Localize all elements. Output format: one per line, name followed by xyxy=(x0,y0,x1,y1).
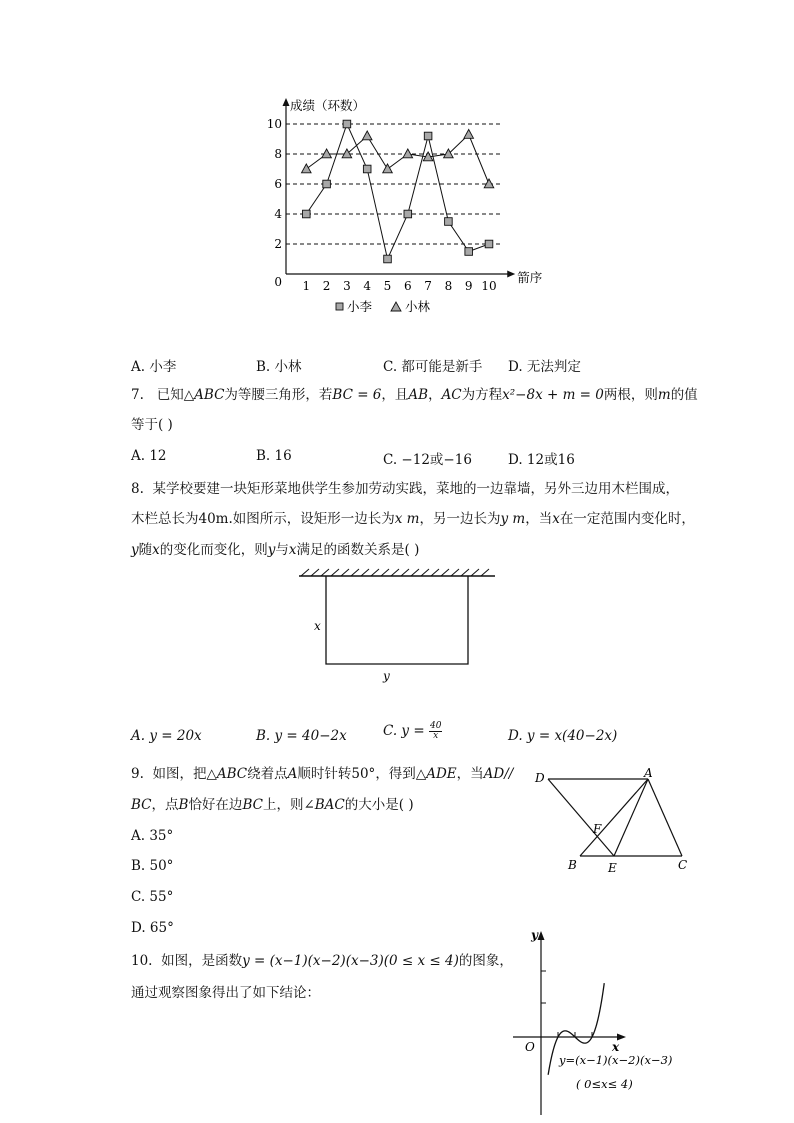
q8-option-d[interactable] xyxy=(508,728,617,744)
x-tick-label-9: 9 xyxy=(464,279,473,293)
legend-label-xiaoli: 小李 xyxy=(347,299,373,314)
q8-question-line1 xyxy=(131,480,679,498)
q8-var-x: x xyxy=(288,542,297,558)
q8-text: 满足的函数关系是( ) xyxy=(296,542,420,558)
q10-fig-equation: y=(x−1)(x−2)(x−3) xyxy=(559,1053,673,1067)
q9-bc: BC xyxy=(242,797,263,813)
q7-text: ，且 xyxy=(381,387,409,403)
q7-text: 两根，则 xyxy=(603,387,658,403)
point-xiaolin-3 xyxy=(342,149,352,158)
point-xiaoli-7 xyxy=(424,132,432,140)
q9-label-c: C xyxy=(678,858,688,872)
q8-var-y: y m xyxy=(500,511,526,527)
q10-question-line1 xyxy=(131,952,513,970)
q7-question-line2: 等于( ) xyxy=(131,417,173,433)
point-xiaolin-10 xyxy=(484,179,494,188)
q7-option-c[interactable]: C. −12或−16 xyxy=(383,452,472,468)
q8-option-a[interactable] xyxy=(131,728,202,744)
q7-number: 7. xyxy=(131,387,144,403)
point-xiaoli-9 xyxy=(465,248,473,256)
q7-option-b[interactable]: B. 16 xyxy=(256,448,292,464)
y-ticks xyxy=(541,971,546,1003)
q9-bc: BC xyxy=(131,797,152,813)
q8-text: 与 xyxy=(275,542,289,558)
q7-text: ， xyxy=(428,387,442,403)
point-xiaoli-10 xyxy=(485,240,493,248)
q6-line-chart xyxy=(266,92,543,322)
q8-option-b-text: B. y = 40−2x xyxy=(256,728,347,744)
q10-question-line2: 通过观察图象得出了如下结论： xyxy=(131,985,320,1001)
point-xiaolin-2 xyxy=(322,149,332,158)
q9-label-b: B xyxy=(568,858,577,872)
q9-label-a: A xyxy=(644,766,653,780)
x-tick-label-2: 2 xyxy=(322,279,331,293)
series-line-xiaolin xyxy=(306,135,489,185)
x-axis-arrow xyxy=(507,271,515,278)
legend-marker-xiaoli xyxy=(336,303,343,310)
q8-var-y: y xyxy=(267,542,276,558)
segment-ab xyxy=(580,779,648,856)
q6-option-b[interactable]: B. 小林 xyxy=(256,359,302,375)
point-xiaolin-6 xyxy=(403,149,413,158)
q6-option-a[interactable]: A. 小李 xyxy=(131,359,177,375)
q8-option-d-text: D. y = x(40−2x) xyxy=(508,728,618,744)
q10-fig-origin: O xyxy=(525,1040,535,1054)
q8-option-c-text: C. y = xyxy=(383,723,425,739)
segment-ac xyxy=(648,779,682,856)
y-axis-arrow xyxy=(283,98,290,106)
q9-question-line2 xyxy=(131,796,414,814)
q8-fence-figure xyxy=(295,566,500,688)
point-xiaoli-8 xyxy=(445,218,453,226)
q7-text: 为方程 xyxy=(461,387,503,403)
segment-ae xyxy=(614,779,648,856)
point-xiaoli-3 xyxy=(343,120,351,128)
q8-length: 40m xyxy=(198,511,229,527)
q7-text: 为等腰三角形，若 xyxy=(224,387,333,403)
x-tick-label-7: 7 xyxy=(424,279,432,293)
q9-angle: 50° xyxy=(351,766,376,782)
q7-question-line1 xyxy=(131,386,698,404)
point-xiaolin-4 xyxy=(362,131,372,140)
y-axis-title: 成绩（环数） xyxy=(290,98,366,113)
q9-label-e: E xyxy=(608,861,617,875)
q9-text: 上，则 xyxy=(262,797,304,813)
y-tick-label-10: 10 xyxy=(266,117,282,131)
q8-text: 在一定范围内变化时， xyxy=(559,511,695,527)
wall-hatch xyxy=(301,569,489,576)
q6-option-d[interactable]: D. 无法判定 xyxy=(508,359,581,375)
q8-option-b[interactable] xyxy=(256,728,347,744)
q9-text: ，当 xyxy=(456,766,484,782)
q9-text: 恰好在边 xyxy=(188,797,243,813)
q8-text: 木栏总长为 xyxy=(131,511,199,527)
q10-number: 10. xyxy=(131,953,153,969)
q8-text: 随 xyxy=(138,542,153,558)
segment-de xyxy=(548,779,614,856)
q10-text: 的图象， xyxy=(458,953,513,969)
q9-option-b[interactable]: B. 50° xyxy=(131,858,174,874)
q9-point-b: B xyxy=(178,797,189,813)
q8-text: ，另一边长为 xyxy=(419,511,501,527)
x-tick-label-10: 10 xyxy=(481,279,497,293)
q10-function: y = (x−1)(x−2)(x−3)(0 ≤ x ≤ 4) xyxy=(242,953,459,969)
q9-text: 顺时针转 xyxy=(297,766,352,782)
point-xiaolin-9 xyxy=(464,130,474,139)
q9-text: ，得到 xyxy=(375,766,416,782)
point-xiaolin-5 xyxy=(383,164,393,173)
q8-fig-y-label: y xyxy=(383,669,390,683)
q9-question-line1 xyxy=(131,765,513,783)
q9-text: 的大小是( ) xyxy=(344,797,414,813)
q9-ad-parallel: AD// xyxy=(483,766,514,782)
q7-option-a[interactable]: A. 12 xyxy=(131,448,167,464)
q9-text: 绕着点 xyxy=(247,766,288,782)
x-tick-label-6: 6 xyxy=(403,279,412,293)
q8-question-line3 xyxy=(131,541,419,559)
q8-var-x: x m xyxy=(394,511,420,527)
x-tick-label-8: 8 xyxy=(444,279,453,293)
q8-var-x: x xyxy=(152,542,160,558)
q7-ac: AC xyxy=(441,387,462,403)
q7-bc: BC = 6 xyxy=(332,387,382,403)
x-tick-label-1: 1 xyxy=(302,279,311,293)
y-tick-label-2: 2 xyxy=(274,237,282,251)
q8-var-y: y xyxy=(131,542,139,558)
point-xiaoli-2 xyxy=(323,180,331,188)
q6-option-c[interactable]: C. 都可能是新手 xyxy=(383,359,483,375)
y-tick-label-4: 4 xyxy=(274,207,282,221)
q10-fig-x-label: x xyxy=(612,1040,620,1054)
q10-fig-y-label: y xyxy=(531,928,538,942)
q8-frac-denominator: x xyxy=(433,731,439,741)
y-tick-label-6: 6 xyxy=(274,177,282,191)
q9-option-c[interactable]: C. 55° xyxy=(131,889,174,905)
q7-ab: AB xyxy=(408,387,429,403)
q9-option-a[interactable]: A. 35° xyxy=(131,828,174,844)
q8-question-line2 xyxy=(131,510,695,528)
q7-text: 的值 xyxy=(670,387,698,403)
point-xiaolin-1 xyxy=(302,164,312,173)
q7-option-d[interactable]: D. 12或16 xyxy=(508,452,575,468)
q9-text: 如图，把 xyxy=(152,766,207,782)
point-xiaoli-5 xyxy=(384,255,392,263)
q8-number: 8. xyxy=(131,481,144,497)
y-tick-label-8: 8 xyxy=(274,147,282,161)
q8-option-a-text: A. y = 20x xyxy=(131,728,202,744)
legend-label-xiaolin: 小林 xyxy=(405,299,431,314)
x-tick-label-4: 4 xyxy=(363,279,372,293)
q10-text: 如图，是函数 xyxy=(161,953,243,969)
x-tick-label-5: 5 xyxy=(383,279,392,293)
q9-rotation-figure xyxy=(530,765,700,880)
q8-option-c-fraction xyxy=(429,722,442,741)
q9-triangle-abc: △ABC xyxy=(206,766,248,782)
q8-fig-x-label: x xyxy=(314,619,321,633)
q10-fig-domain: ( 0≤x≤ 4) xyxy=(576,1077,633,1091)
q9-label-f: F xyxy=(593,822,602,836)
q7-text: 已知 xyxy=(156,387,184,403)
q9-triangle-ade: △ADE xyxy=(415,766,457,782)
legend-marker-xiaolin xyxy=(391,302,401,311)
y-axis-arrow xyxy=(538,931,545,940)
q9-label-d: D xyxy=(535,771,545,785)
fence-rectangle xyxy=(326,576,468,664)
q9-text: ，点 xyxy=(151,797,179,813)
q8-text: ，当 xyxy=(525,511,553,527)
q8-var-x: x xyxy=(552,511,560,527)
q9-number: 9. xyxy=(131,766,144,782)
point-xiaoli-1 xyxy=(303,210,311,218)
q7-equation: x²−8x + m = 0 xyxy=(502,387,604,403)
q8-text: 某学校要建一块矩形菜地供学生参加劳动实践，菜地的一边靠墙，另外三边用木栏围成， xyxy=(152,481,679,497)
q8-frac-numerator: 40 xyxy=(429,721,442,731)
q7-m: m xyxy=(657,387,671,403)
q8-text: .如图所示，设矩形一边长为 xyxy=(228,511,395,527)
q8-option-c[interactable] xyxy=(383,722,442,741)
q7-triangle: △ABC xyxy=(183,387,225,403)
point-xiaoli-4 xyxy=(363,165,371,173)
q9-point-a: A xyxy=(287,766,298,782)
x-axis-title: 箭序 xyxy=(517,270,543,285)
q10-function-graph xyxy=(508,925,698,1120)
x-tick-label-3: 3 xyxy=(343,279,351,293)
series-line-xiaoli xyxy=(306,124,489,259)
q9-option-d[interactable]: D. 65° xyxy=(131,920,174,936)
point-xiaoli-6 xyxy=(404,210,412,218)
q9-angle-bac: ∠BAC xyxy=(303,797,345,813)
q8-text: 的变化而变化，则 xyxy=(159,542,268,558)
origin-label: 0 xyxy=(274,275,282,289)
